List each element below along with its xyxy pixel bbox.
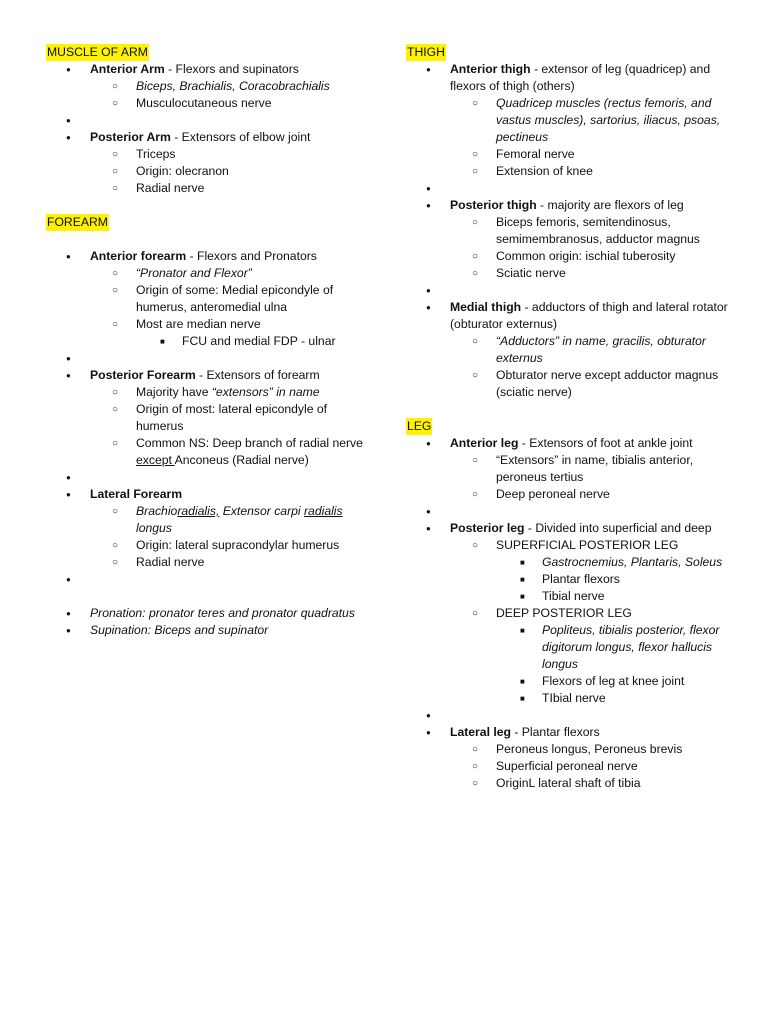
list-item-supination [46,622,366,639]
list-item [90,503,366,537]
list-item: ○ Peroneus longus, Peroneus brevis [450,741,746,758]
anterior-arm-muscles: Biceps, Brachialis, Coracobrachialis [136,79,330,93]
spacer [406,707,746,724]
left-column [46,44,366,639]
list-item: ○ Biceps femoris, semitendinosus, semimembranosus, adductor magnus [450,214,746,248]
posterior-thigh-desc: - majority are flexors of leg [536,198,684,212]
lateral-leg-title: Lateral leg [450,725,511,739]
list-item: ○ Common origin: ischial tuberosity [450,248,746,265]
list-item [90,435,366,469]
list-item: ○ Femoral nerve [450,146,746,163]
text-part: Brachio [136,504,178,518]
list-item: ○ Deep peroneal nerve [450,486,746,503]
right-column [406,44,746,792]
list-item [90,316,366,350]
anterior-thigh-desc: - extensor of leg (quadricep) and flexors of thigh (others) [450,62,711,93]
list-item: ○ Sciatic nerve [450,265,746,282]
text-underline: radialis [304,504,343,518]
list-item: ○ Superficial peroneal nerve [450,758,746,775]
posterior-leg-title: Posterior leg [450,521,525,535]
list-item [496,554,746,571]
thigh-list [406,61,746,401]
heading-leg: LEG [407,419,432,433]
list-item: ■ Flexors of leg at knee joint [496,673,746,690]
item-text: Most are median nerve [136,317,261,331]
list-item: ■ FCU and medial FDP - ulnar [136,333,366,350]
list-item-deep-posterior-leg [450,605,746,707]
list-item: ○ Radial nerve [90,554,366,571]
heading-muscle-of-arm: MUSCLE OF ARM [47,45,148,59]
item-underline: except [136,453,175,467]
list-item-posterior-arm [46,129,366,197]
item-text: Anconeus (Radial nerve) [174,453,309,467]
spacer [406,282,746,299]
list-item-superficial-posterior-leg [450,537,746,605]
heading-forearm: FOREARM [47,215,108,229]
anterior-thigh-title: Anterior thigh [450,62,531,76]
spacer [406,401,746,418]
list-item [450,95,746,146]
list-item: ○ “Extensors” in name, tibialis anterior, peroneus tertius [450,452,746,486]
text-underline: radialis, [177,504,220,518]
spacer [406,180,746,197]
spacer [46,112,366,129]
note-text: Pronation: pronator teres and pronator quadratus [90,606,355,620]
note-text: Supination: Biceps and supinator [90,623,269,637]
lateral-forearm-muscles [136,504,343,535]
spacer [46,197,366,214]
list-item-posterior-leg [406,520,746,707]
text-part: Extensor carpi [219,504,304,518]
list-item-medial-thigh [406,299,746,401]
medial-thigh-desc: - adductors of thigh and lateral rotator (obturator externus) [450,300,728,331]
item-emphasis: Quadricep muscles (rectus femoris, and vastus muscles), sartorius, iliacus, psoas, pectineus [496,96,721,144]
list-item: ■ Plantar flexors [496,571,746,588]
list-item: ■ TIbial nerve [496,690,746,707]
list-item-pronation [46,605,366,622]
list-item-anterior-arm [46,61,366,112]
list-item [90,265,366,282]
list-item: ○ Musculocutaneous nerve [90,95,366,112]
posterior-forearm-title: Posterior Forearm [90,368,196,382]
list-item: ○ Origin of most: lateral epicondyle of humerus [90,401,366,435]
spacer [46,231,366,248]
leg-list [406,435,746,792]
list-item: ○ Origin: lateral supracondylar humerus [90,537,366,554]
posterior-forearm-desc: - Extensors of forearm [195,368,320,382]
spacer [46,350,366,367]
arm-list [46,61,366,197]
list-item [496,622,746,673]
item-emphasis: Popliteus, tibialis posterior, flexor digitorum longus, flexor hallucis longus [542,623,720,671]
lateral-leg-desc: - Plantar flexors [510,725,600,739]
list-item: ■ Tibial nerve [496,588,746,605]
item-emphasis: “extensors” in name [211,385,320,399]
list-item: ○ Origin of some: Medial epicondyle of humerus, anteromedial ulna [90,282,366,316]
list-item [90,384,366,401]
anterior-forearm-desc: - Flexors and Pronators [186,249,317,263]
list-item [450,333,746,367]
text-part: longus [136,521,172,535]
anterior-leg-title: Anterior leg [450,436,519,450]
anterior-leg-desc: - Extensors of foot at ankle joint [518,436,693,450]
anterior-forearm-title: Anterior forearm [90,249,187,263]
posterior-arm-title: Posterior Arm [90,130,171,144]
anterior-arm-desc: - Flexors and supinators [164,62,299,76]
spacer [406,503,746,520]
medial-thigh-title: Medial thigh [450,300,522,314]
quote-text: “Pronator and Flexor” [136,266,252,280]
list-item: ○ Origin: olecranon [90,163,366,180]
posterior-thigh-title: Posterior thigh [450,198,537,212]
list-item: ○ Radial nerve [90,180,366,197]
list-item: ○ Extension of knee [450,163,746,180]
posterior-leg-desc: - Divided into superficial and deep [524,521,712,535]
spacer [46,469,366,486]
subheading-text: SUPERFICIAL POSTERIOR LEG [496,538,679,552]
forearm-list [46,248,366,639]
lateral-forearm-title: Lateral Forearm [90,487,183,501]
list-item: ○ Obturator nerve except adductor magnus (sciatic nerve) [450,367,746,401]
subheading-text: DEEP POSTERIOR LEG [496,606,632,620]
spacer [46,571,366,605]
list-item-anterior-forearm [46,248,366,350]
list-item: ○ Triceps [90,146,366,163]
list-item-lateral-forearm [46,486,366,571]
item-text: Majority have [136,385,212,399]
heading-thigh: THIGH [407,45,445,59]
list-item-anterior-thigh [406,61,746,180]
anterior-arm-title: Anterior Arm [90,62,165,76]
list-item [90,78,366,95]
posterior-arm-desc: - Extensors of elbow joint [170,130,311,144]
item-emphasis: Gastrocnemius, Plantaris, Soleus [542,555,723,569]
list-item-anterior-leg [406,435,746,503]
list-item-posterior-thigh [406,197,746,282]
list-item-posterior-forearm [46,367,366,469]
list-item-lateral-leg [406,724,746,792]
item-emphasis: “Adductors” in name, gracilis, obturator externus [496,334,706,365]
item-text: Common NS: Deep branch of radial nerve [136,436,363,450]
list-item: ○ OriginL lateral shaft of tibia [450,775,746,792]
